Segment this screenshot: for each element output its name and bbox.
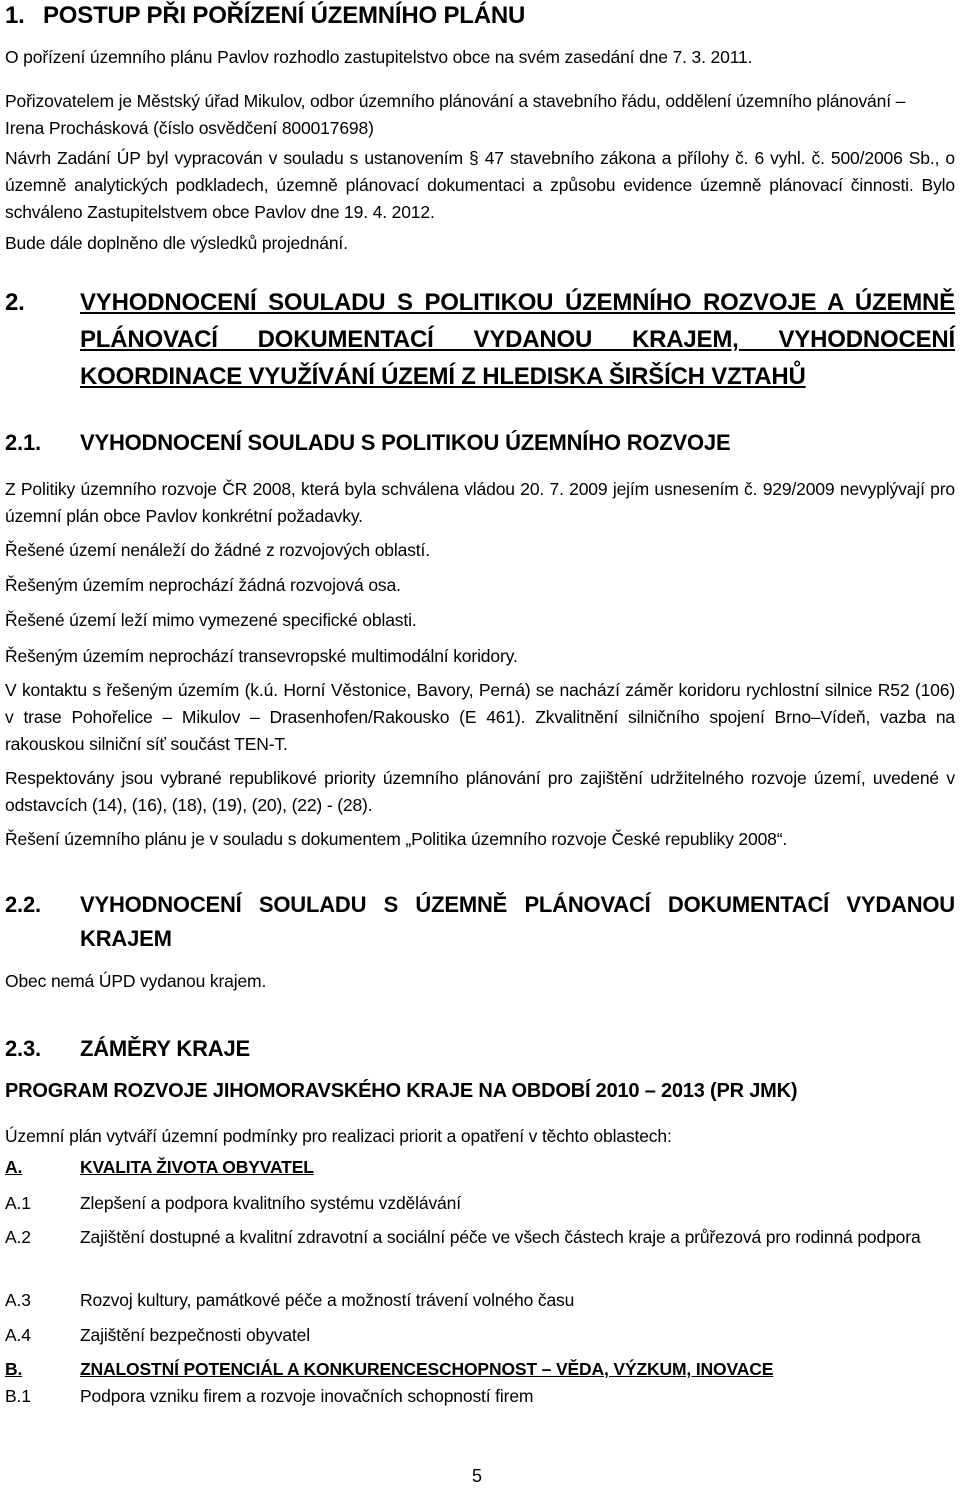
list-item-text: Rozvoj kultury, památkové péče a možností trávení volného času	[80, 1290, 575, 1310]
section-title: ZÁMĚRY KRAJE	[80, 1036, 250, 1061]
section-title: VYHODNOCENÍ SOULADU S ÚZEMNĚ PLÁNOVACÍ DOKUMENTACÍ VYDANOU KRAJEM	[80, 892, 955, 951]
list-item-text: ZNALOSTNÍ POTENCIÁL A KONKURENCESCHOPNOST – VĚDA, VÝZKUM, INOVACE	[80, 1359, 774, 1379]
paragraph: Řešeným územím neprochází transevropské multimodální koridory.	[5, 646, 518, 666]
section-title: POSTUP PŘI POŘÍZENÍ ÚZEMNÍHO PLÁNU	[43, 2, 526, 29]
list-item-number: B.1	[5, 1386, 31, 1406]
section-title: VYHODNOCENÍ SOULADU S POLITIKOU ÚZEMNÍHO ROZVOJE A ÚZEMNĚ PLÁNOVACÍ DOKUMENTACÍ VYDANOU KRAJEM, VYHODNOCENÍ KOORDINACE VYUŽÍVÁNÍ ÚZEMÍ Z HLEDISKA ŠIRŠÍCH VZTAHŮ	[80, 289, 955, 390]
list-item	[5, 1224, 955, 1251]
paragraph: Návrh Zadání ÚP byl vypracován v souladu s ustanovením § 47 stavebního zákona a přílohy č. 6 vyhl. č. 500/2006 Sb., o územně analytických podkladech, územně plánovací dokumentaci a způsobu evidence územně plánovací činnosti. Bylo schváleno Zastupitelstvem obce Pavlov dne 19. 4. 2012.	[5, 148, 955, 222]
page-number: 5	[472, 1466, 483, 1486]
list-item	[5, 1190, 955, 1217]
list-item-number: A.3	[5, 1290, 31, 1310]
paragraph: Řešené území leží mimo vymezené specifické oblasti.	[5, 610, 417, 630]
section-2-2-heading	[5, 888, 955, 956]
paragraph: Irena Prochásková (číslo osvědčení 800017698)	[5, 118, 374, 138]
section-title: VYHODNOCENÍ SOULADU S POLITIKOU ÚZEMNÍHO ROZVOJE	[80, 430, 731, 455]
paragraph: V kontaktu s řešeným územím (k.ú. Horní Věstonice, Bavory, Perná) se nachází záměr koridoru rychlostní silnice R52 (106) v trase Pohořelice – Mikulov – Drasenhofen/Rakousko (E 461). Zkvalitnění silničního spojení Brno–Vídeň, vazba na rakouskou silniční síť součást TEN-T.	[5, 680, 955, 754]
list-item-number: A.	[5, 1157, 23, 1177]
paragraph: Územní plán vytváří územní podmínky pro realizaci priorit a opatření v těchto oblastech:	[5, 1126, 672, 1146]
paragraph: Řešení územního plánu je v souladu s dokumentem „Politika územního rozvoje České republiky 2008“.	[5, 829, 788, 849]
list-item-text: Zajištění bezpečnosti obyvatel	[80, 1325, 310, 1345]
list-item-number: A.2	[5, 1227, 31, 1247]
list-item	[5, 1322, 955, 1349]
paragraph: Respektovány jsou vybrané republikové priority územního plánování pro zajištění udržitelného rozvoje území, uvedené v odstavcích (14), (16), (18), (19), (20), (22) - (28).	[5, 768, 955, 815]
list-item	[5, 1154, 955, 1181]
program-heading: PROGRAM ROZVOJE JIHOMORAVSKÉHO KRAJE NA OBDOBÍ 2010 – 2013 (PR JMK)	[5, 1080, 798, 1102]
section-2-1-heading	[5, 426, 955, 460]
list-item-number: B.	[5, 1359, 23, 1379]
paragraph: Obec nemá ÚPD vydanou krajem.	[5, 971, 267, 991]
paragraph: Řešené území nenáleží do žádné z rozvojových oblastí.	[5, 540, 430, 560]
paragraph: Z Politiky územního rozvoje ČR 2008, která byla schválena vládou 20. 7. 2009 jejím usnesením č. 929/2009 nevyplývají pro územní plán obce Pavlov konkrétní požadavky.	[5, 479, 955, 526]
list-item	[5, 1356, 955, 1383]
section-2-heading	[5, 284, 955, 395]
section-number: 2.1.	[5, 430, 41, 455]
section-number: 1.	[5, 2, 25, 29]
list-item-text: Zlepšení a podpora kvalitního systému vzdělávání	[80, 1193, 461, 1213]
paragraph: Řešeným územím neprochází žádná rozvojová osa.	[5, 575, 401, 595]
section-number: 2.2.	[5, 892, 41, 917]
list-item	[5, 1287, 955, 1314]
section-number: 2.	[5, 289, 25, 316]
list-item-text: KVALITA ŽIVOTA OBYVATEL	[80, 1157, 314, 1177]
list-item	[5, 1383, 955, 1410]
list-item-number: A.1	[5, 1193, 31, 1213]
section-number: 2.3.	[5, 1036, 41, 1061]
list-item-number: A.4	[5, 1325, 31, 1345]
paragraph: O pořízení územního plánu Pavlov rozhodlo zastupitelstvo obce na svém zasedání dne 7. 3. 2011.	[5, 47, 753, 67]
paragraph: Pořizovatelem je Městský úřad Mikulov, odbor územního plánování a stavebního řádu, oddělení územního plánování –	[5, 91, 906, 111]
list-item-text: Zajištění dostupné a kvalitní zdravotní a sociální péče ve všech částech kraje a průřezová pro rodinná podpora	[80, 1227, 921, 1247]
list-item-text: Podpora vzniku firem a rozvoje inovačních schopností firem	[80, 1386, 534, 1406]
paragraph: Bude dále doplněno dle výsledků projednání.	[5, 233, 348, 253]
section-2-3-heading	[5, 1032, 955, 1066]
